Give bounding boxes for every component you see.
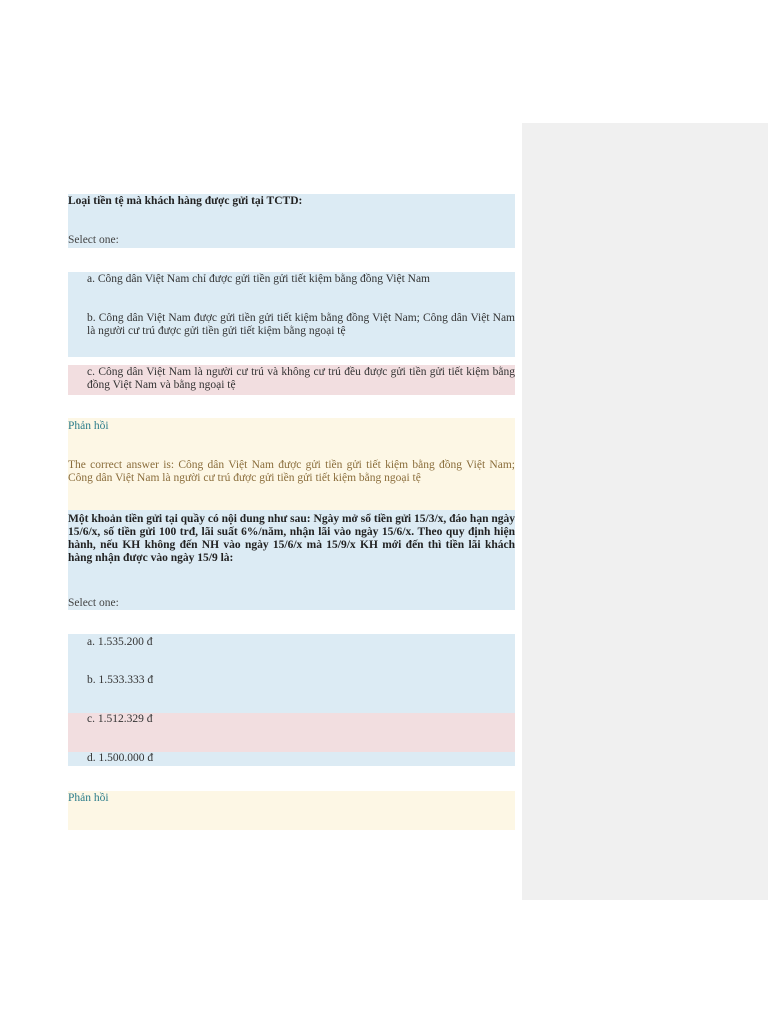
question-2-header: [68, 510, 515, 610]
question-1-feedback: [68, 418, 515, 510]
question-2-feedback: [68, 791, 515, 830]
question-2-feedback-label: Phản hồi: [68, 792, 109, 804]
question-1-text: Loại tiền tệ mà khách hàng được gửi tại TCTD:: [68, 195, 303, 207]
question-2-select-label: Select one:: [68, 597, 119, 609]
question-2-text: Một khoản tiền gửi tại quầy có nội dung như sau: Ngày mở sổ tiền gửi 15/3/x, đáo hạn ngày 15/6/x, số tiền gửi 100 trđ, lãi suất 6%/năm, nhận lãi vào ngày 15/6/x. Theo quy định hiện hành, nếu KH không đến NH vào ngày 15/6/x mà 15/9/x KH mới đến thì tiền lãi khách hàng nhận được vào ngày 15/9 là:: [68, 513, 515, 564]
question-2-option-d[interactable]: d. 1.500.000 đ: [87, 752, 154, 764]
question-1-select-label: Select one:: [68, 234, 119, 246]
question-1-option-b[interactable]: b. Công dân Việt Nam được gửi tiền gửi tiết kiệm bằng đồng Việt Nam; Công dân Việt Nam là người cư trú được gửi tiền gửi tiết kiệm bằng ngoại tệ: [87, 312, 515, 337]
question-1-feedback-text: The correct answer is: Công dân Việt Nam được gửi tiền gửi tiết kiệm bằng đồng Việt Nam; Công dân Việt Nam là người cư trú được gửi tiền gửi tiết kiệm bằng ngoại tệ: [68, 459, 515, 484]
question-1-option-a[interactable]: a. Công dân Việt Nam chỉ được gửi tiền gửi tiết kiệm bằng đồng Việt Nam: [87, 273, 430, 285]
question-1-option-c[interactable]: c. Công dân Việt Nam là người cư trú và không cư trú đều được gửi tiền gửi tiết kiệm bằng đồng Việt Nam và bằng ngoại tệ: [87, 366, 515, 391]
question-2-option-b[interactable]: b. 1.533.333 đ: [87, 674, 154, 686]
question-2-option-a[interactable]: a. 1.535.200 đ: [87, 636, 153, 648]
question-2-option-c[interactable]: c. 1.512.329 đ: [87, 713, 153, 725]
question-1-header: [68, 194, 515, 248]
question-1-feedback-label: Phản hồi: [68, 420, 109, 432]
